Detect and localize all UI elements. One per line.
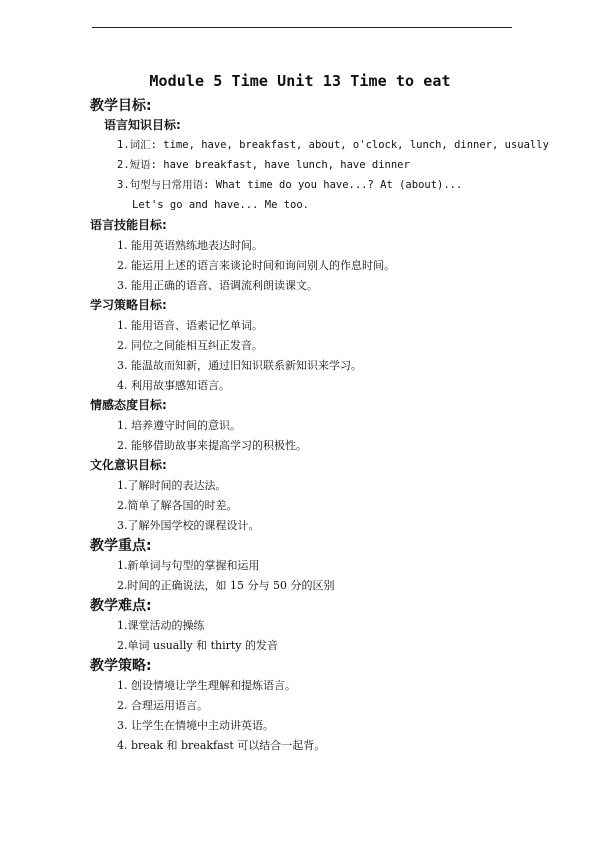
document-title: Module 5 Time Unit 13 Time to eat [149, 72, 451, 90]
header-rule [92, 27, 512, 28]
section-heading-key-points: 教学重点: [90, 538, 152, 554]
section-heading-goals: 教学目标: [90, 98, 152, 114]
strategy-item: 4. 利用故事感知语言。 [117, 379, 230, 392]
key-point-item: 2.时间的正确说法，如 15 分与 50 分的区别 [117, 579, 335, 592]
knowledge-item: 2.短语: have breakfast, have lunch, have dinner [117, 159, 410, 171]
subheading-strategy: 学习策略目标: [90, 298, 167, 312]
teaching-strategy-item: 2. 合理运用语言。 [117, 699, 208, 712]
difficulty-item: 1.课堂活动的操练 [117, 619, 205, 632]
subheading-culture: 文化意识目标: [90, 458, 167, 472]
knowledge-item: Let's go and have... Me too. [132, 199, 310, 211]
attitude-item: 2. 能够借助故事来提高学习的积极性。 [117, 439, 307, 452]
teaching-strategy-item: 4. break 和 breakfast 可以结合一起背。 [117, 739, 326, 752]
subheading-knowledge: 语言知识目标: [104, 118, 181, 132]
difficulty-item: 2.单词 usually 和 thirty 的发音 [117, 639, 279, 652]
subheading-skills: 语言技能目标: [90, 218, 167, 232]
section-heading-difficulties: 教学难点: [90, 598, 152, 614]
culture-item: 3.了解外国学校的课程设计。 [117, 519, 260, 532]
knowledge-item: 1.词汇: time, have, breakfast, about, o'clock, lunch, dinner, usually [117, 139, 549, 151]
strategy-item: 1. 能用语音、语素记忆单词。 [117, 319, 263, 332]
attitude-item: 1. 培养遵守时间的意识。 [117, 419, 241, 432]
skills-item: 3. 能用正确的语音、语调流利朗读课文。 [117, 279, 318, 292]
subheading-attitude: 情感态度目标: [90, 398, 167, 412]
strategy-item: 2. 同位之间能相互纠正发音。 [117, 339, 263, 352]
key-point-item: 1.新单词与句型的掌握和运用 [117, 559, 260, 572]
culture-item: 2.简单了解各国的时差。 [117, 499, 238, 512]
teaching-strategy-item: 3. 让学生在情境中主动讲英语。 [117, 719, 274, 732]
skills-item: 1. 能用英语熟练地表达时间。 [117, 239, 263, 252]
skills-item: 2. 能运用上述的语言来谈论时间和询问别人的作息时间。 [117, 259, 395, 272]
section-heading-strategies: 教学策略: [90, 658, 152, 674]
knowledge-item: 3.句型与日常用语: What time do you have...? At (about)... [117, 179, 463, 191]
culture-item: 1.了解时间的表达法。 [117, 479, 227, 492]
strategy-item: 3. 能温故而知新，通过旧知识联系新知识来学习。 [117, 359, 362, 372]
teaching-strategy-item: 1. 创设情境让学生理解和提炼语言。 [117, 679, 296, 692]
